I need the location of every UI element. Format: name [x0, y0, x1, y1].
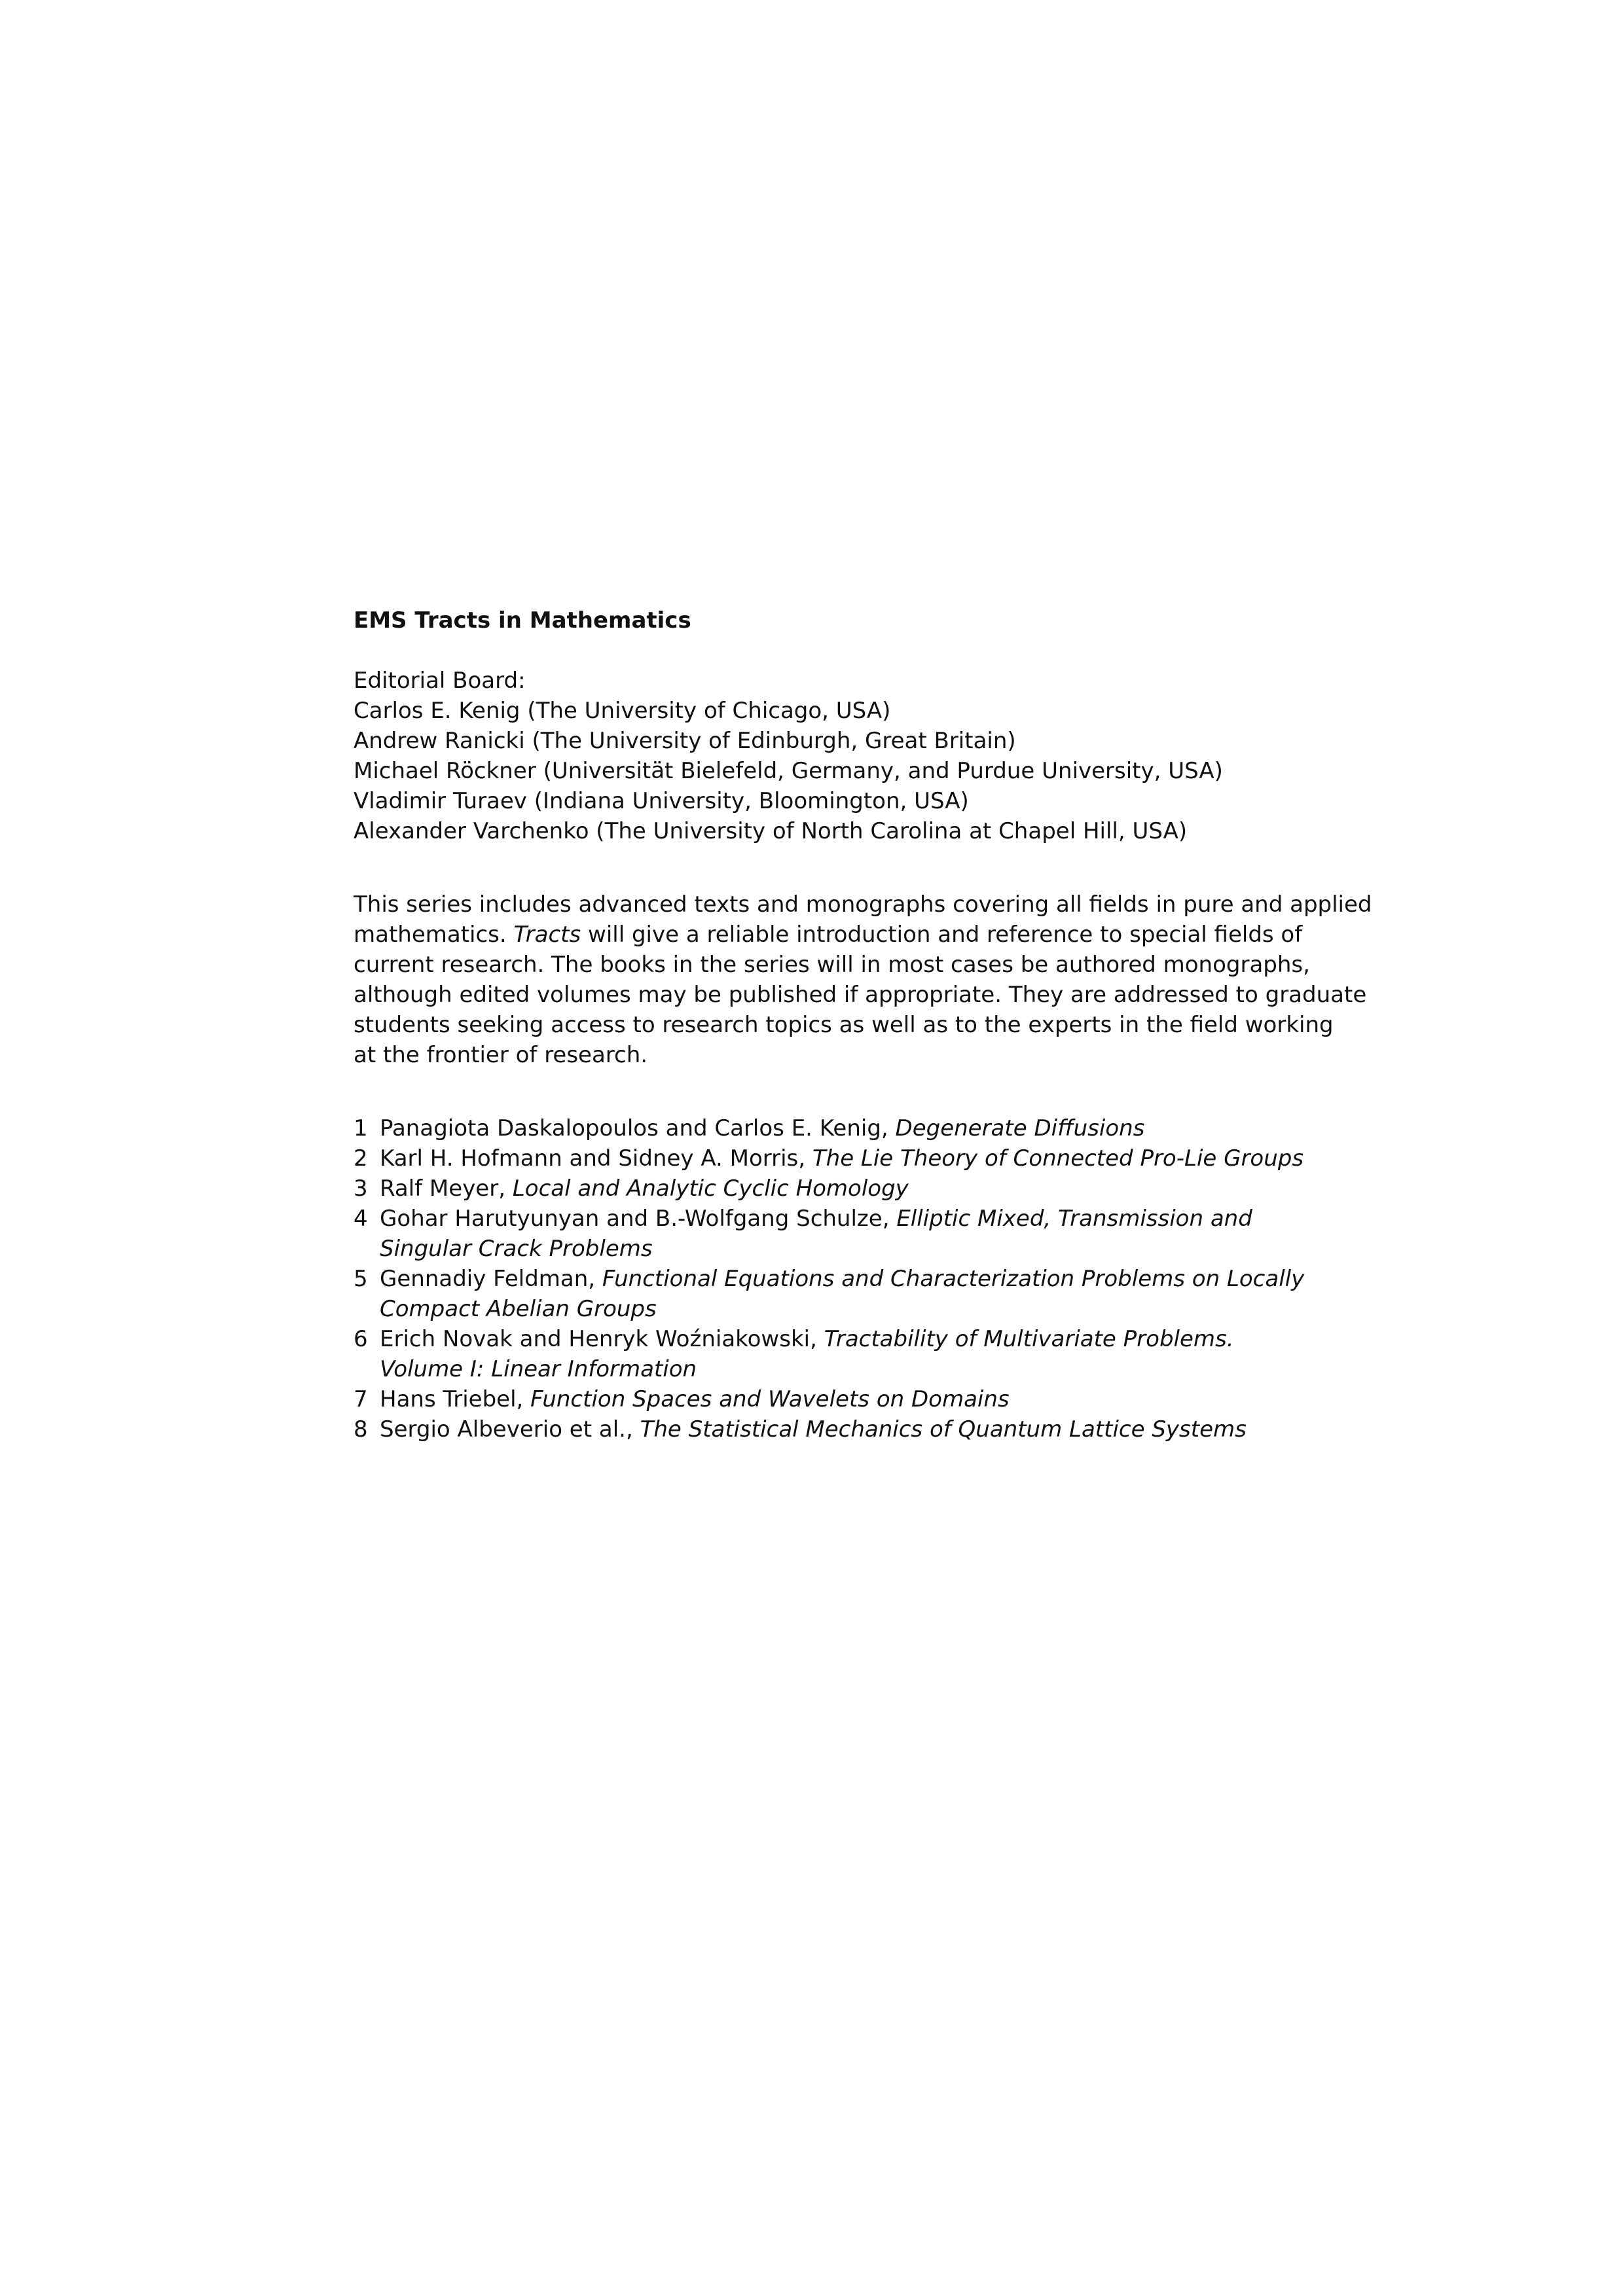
description-text: will give a reliable introduction and reference to special fields of [581, 922, 1303, 948]
volume-item [354, 1414, 1322, 1444]
volume-title: Degenerate Diffusions [895, 1115, 1145, 1141]
volume-title-continued: Singular Crack Problems [380, 1236, 653, 1262]
volume-authors: Sergio Albeverio et al., [380, 1416, 640, 1443]
board-member: Andrew Ranicki (The University of Edinburgh, Great Britain) [354, 728, 1016, 754]
volume-title: Function Spaces and Wavelets on Domains [530, 1386, 1010, 1412]
volume-number: 2 [354, 1145, 368, 1172]
volume-item [354, 1264, 1322, 1324]
volume-number: 3 [354, 1175, 368, 1202]
volume-number: 8 [354, 1416, 368, 1443]
description-line: although edited volumes may be published if appropriate. They are addressed to graduate [354, 982, 1367, 1008]
volume-title-continued: Volume I: Linear Information [380, 1356, 697, 1382]
volume-authors: Karl H. Hofmann and Sidney A. Morris, [380, 1145, 812, 1172]
volume-entry [380, 1174, 1322, 1204]
board-member: Michael Röckner (Universität Bielefeld, Germany, and Purdue University, USA) [354, 758, 1223, 784]
volume-authors: Gohar Harutyunyan and B.-Wolfgang Schulze, [380, 1206, 897, 1232]
board-member: Carlos E. Kenig (The University of Chicago, USA) [354, 698, 891, 724]
board-member: Vladimir Turaev (Indiana University, Bloomington, USA) [354, 788, 969, 814]
volume-list [354, 1113, 1322, 1444]
volume-item [354, 1113, 1322, 1143]
volume-authors: Erich Novak and Henryk Woźniakowski, [380, 1326, 824, 1352]
volume-entry [380, 1143, 1322, 1174]
volume-title: The Statistical Mechanics of Quantum Lattice Systems [640, 1416, 1247, 1443]
volume-entry [380, 1113, 1322, 1143]
series-title: EMS Tracts in Mathematics [354, 607, 691, 634]
volume-entry [380, 1414, 1322, 1444]
volume-authors: Panagiota Daskalopoulos and Carlos E. Kenig, [380, 1115, 896, 1141]
volume-number: 7 [354, 1386, 368, 1412]
volume-title: Elliptic Mixed, Transmission and [896, 1206, 1252, 1232]
volume-number: 5 [354, 1266, 368, 1292]
series-page-content [354, 605, 1372, 1444]
volume-item [354, 1384, 1322, 1414]
volume-title: Tractability of Multivariate Problems. [824, 1326, 1234, 1352]
description-text: mathematics. [354, 922, 514, 948]
volume-authors: Ralf Meyer, [380, 1175, 513, 1202]
description-line: current research. The books in the series will in most cases be authored monographs, [354, 952, 1310, 978]
description-line: students seeking access to research topics as well as to the experts in the field working [354, 1012, 1334, 1038]
volume-item [354, 1324, 1322, 1384]
tracts-emphasis: Tracts [513, 922, 581, 948]
board-member: Alexander Varchenko (The University of North Carolina at Chapel Hill, USA) [354, 818, 1188, 844]
volume-item [354, 1143, 1322, 1174]
volume-item [354, 1204, 1322, 1264]
volume-number: 1 [354, 1115, 368, 1141]
volume-number: 6 [354, 1326, 368, 1352]
volume-entry [380, 1384, 1322, 1414]
volume-title: The Lie Theory of Connected Pro-Lie Groups [812, 1145, 1304, 1172]
series-description [354, 889, 1372, 1070]
description-line: This series includes advanced texts and monographs covering all fields in pure and applied [354, 891, 1372, 918]
editorial-board-heading: Editorial Board: [354, 668, 526, 694]
volume-title-continued: Compact Abelian Groups [380, 1296, 657, 1322]
volume-item [354, 1174, 1322, 1204]
volume-entry [380, 1264, 1322, 1294]
volume-entry [380, 1204, 1322, 1234]
volume-title: Functional Equations and Characterization Problems on Locally [602, 1266, 1305, 1292]
editorial-board [354, 666, 1322, 846]
volume-authors: Gennadiy Feldman, [380, 1266, 602, 1292]
volume-authors: Hans Triebel, [380, 1386, 531, 1412]
description-line: at the frontier of research. [354, 1042, 648, 1068]
volume-title: Local and Analytic Cyclic Homology [512, 1175, 909, 1202]
volume-entry [380, 1324, 1322, 1354]
description-line [354, 920, 1316, 950]
volume-number: 4 [354, 1206, 368, 1232]
